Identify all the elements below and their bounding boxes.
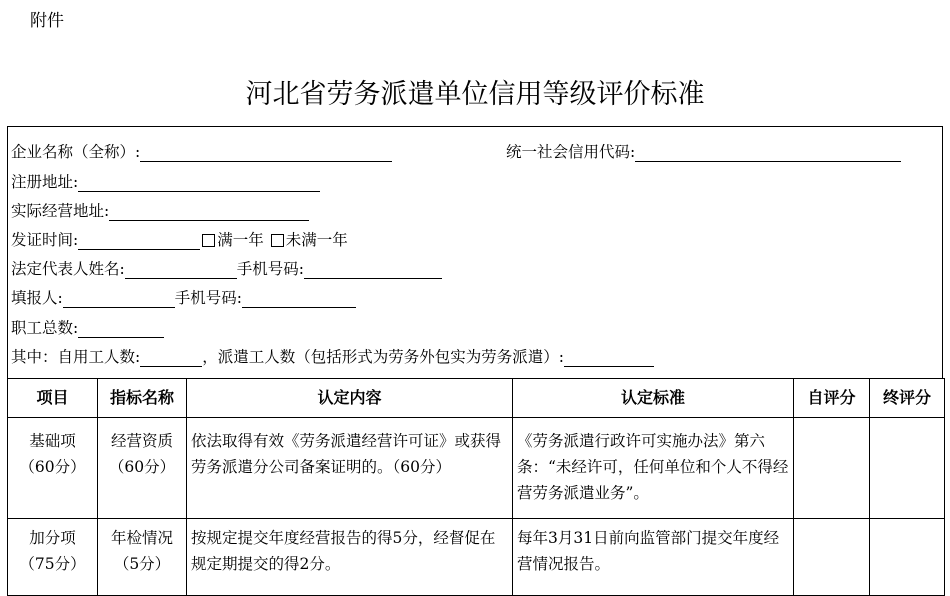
credit-code-field[interactable]	[635, 143, 901, 162]
header-indicator: 指标名称	[98, 379, 187, 418]
table-row	[8, 519, 945, 596]
indicator-score: （60分）	[108, 458, 176, 476]
dispatched-workers-label: 派遣工人数（包括形式为劳务外包实为劳务派遣）:	[217, 348, 564, 366]
cert-time-label: 发证时间:	[11, 231, 79, 249]
own-workers-label: 其中：自用工人数:	[11, 348, 141, 366]
filler-mobile-label: 手机号码:	[174, 289, 242, 307]
cell-final-score[interactable]	[870, 519, 945, 596]
indicator-score: （5分）	[113, 555, 171, 573]
evaluation-standard-table	[7, 378, 945, 596]
header-content: 认定内容	[187, 379, 513, 418]
header-final-score: 终评分	[870, 379, 945, 418]
header-self-score: 自评分	[794, 379, 870, 418]
full-year-checkbox[interactable]	[202, 234, 215, 247]
cell-final-score[interactable]	[870, 418, 945, 519]
attachment-label: 附件	[30, 11, 64, 31]
item-name: 加分项	[29, 529, 76, 547]
dispatched-workers-field[interactable]	[564, 348, 654, 367]
cell-content: 依法取得有效《劳务派遣经营许可证》或获得劳务派遣分公司备案证明的。（60分）	[187, 418, 513, 519]
actual-address-field[interactable]	[109, 202, 309, 221]
legal-rep-label: 法定代表人姓名:	[11, 260, 125, 278]
actual-address-label: 实际经营地址:	[11, 202, 110, 220]
cell-item	[8, 418, 98, 519]
table-header-row	[8, 379, 945, 418]
indicator-name: 经营资质	[110, 432, 173, 450]
reg-address-label: 注册地址:	[11, 173, 79, 191]
cert-time-field[interactable]	[78, 231, 200, 250]
page-title: 河北省劳务派遣单位信用等级评价标准	[245, 79, 705, 110]
legal-rep-row	[11, 259, 442, 279]
full-year-label: 满一年	[217, 231, 264, 249]
cell-standard: 每年3月31日前向监管部门提交年度经营情况报告。	[513, 519, 794, 596]
company-name-row	[11, 142, 392, 162]
item-score: （60分）	[19, 458, 86, 476]
cell-content: 按规定提交年度经营报告的得5分，经督促在规定期提交的得2分。	[187, 519, 513, 596]
cell-standard: 《劳务派遣行政许可实施办法》第六条：“未经许可，任何单位和个人不得经营劳务派遣业务”。	[513, 418, 794, 519]
mobile-label: 手机号码:	[236, 260, 304, 278]
credit-code-label: 统一社会信用代码:	[506, 143, 636, 161]
workforce-row	[11, 347, 654, 367]
mobile-field[interactable]	[304, 260, 442, 279]
staff-total-field[interactable]	[78, 319, 164, 338]
item-score: （75分）	[19, 555, 86, 573]
enterprise-info-form	[7, 126, 943, 378]
reg-address-row	[11, 172, 320, 192]
header-item: 项目	[8, 379, 98, 418]
legal-rep-field[interactable]	[125, 260, 237, 279]
filler-field[interactable]	[63, 289, 175, 308]
not-full-year-checkbox[interactable]	[271, 234, 284, 247]
filler-label: 填报人:	[11, 289, 63, 307]
filler-row	[11, 288, 356, 308]
header-standard: 认定标准	[513, 379, 794, 418]
staff-total-label: 职工总数:	[11, 319, 79, 337]
filler-mobile-field[interactable]	[242, 289, 356, 308]
credit-code-row	[506, 142, 901, 162]
cell-item	[8, 519, 98, 596]
staff-total-row	[11, 318, 164, 338]
reg-address-field[interactable]	[78, 173, 320, 192]
cell-indicator	[98, 418, 187, 519]
actual-address-row	[11, 201, 309, 221]
cell-indicator	[98, 519, 187, 596]
comma: ，	[202, 348, 218, 366]
cell-self-score[interactable]	[794, 418, 870, 519]
cell-self-score[interactable]	[794, 519, 870, 596]
company-name-field[interactable]	[140, 143, 392, 162]
company-name-label: 企业名称（全称）:	[11, 143, 141, 161]
own-workers-field[interactable]	[140, 348, 202, 367]
cert-time-row	[11, 230, 348, 250]
table-row	[8, 418, 945, 519]
not-full-year-label: 未满一年	[285, 231, 348, 249]
item-name: 基础项	[29, 432, 76, 450]
indicator-name: 年检情况	[110, 529, 173, 547]
